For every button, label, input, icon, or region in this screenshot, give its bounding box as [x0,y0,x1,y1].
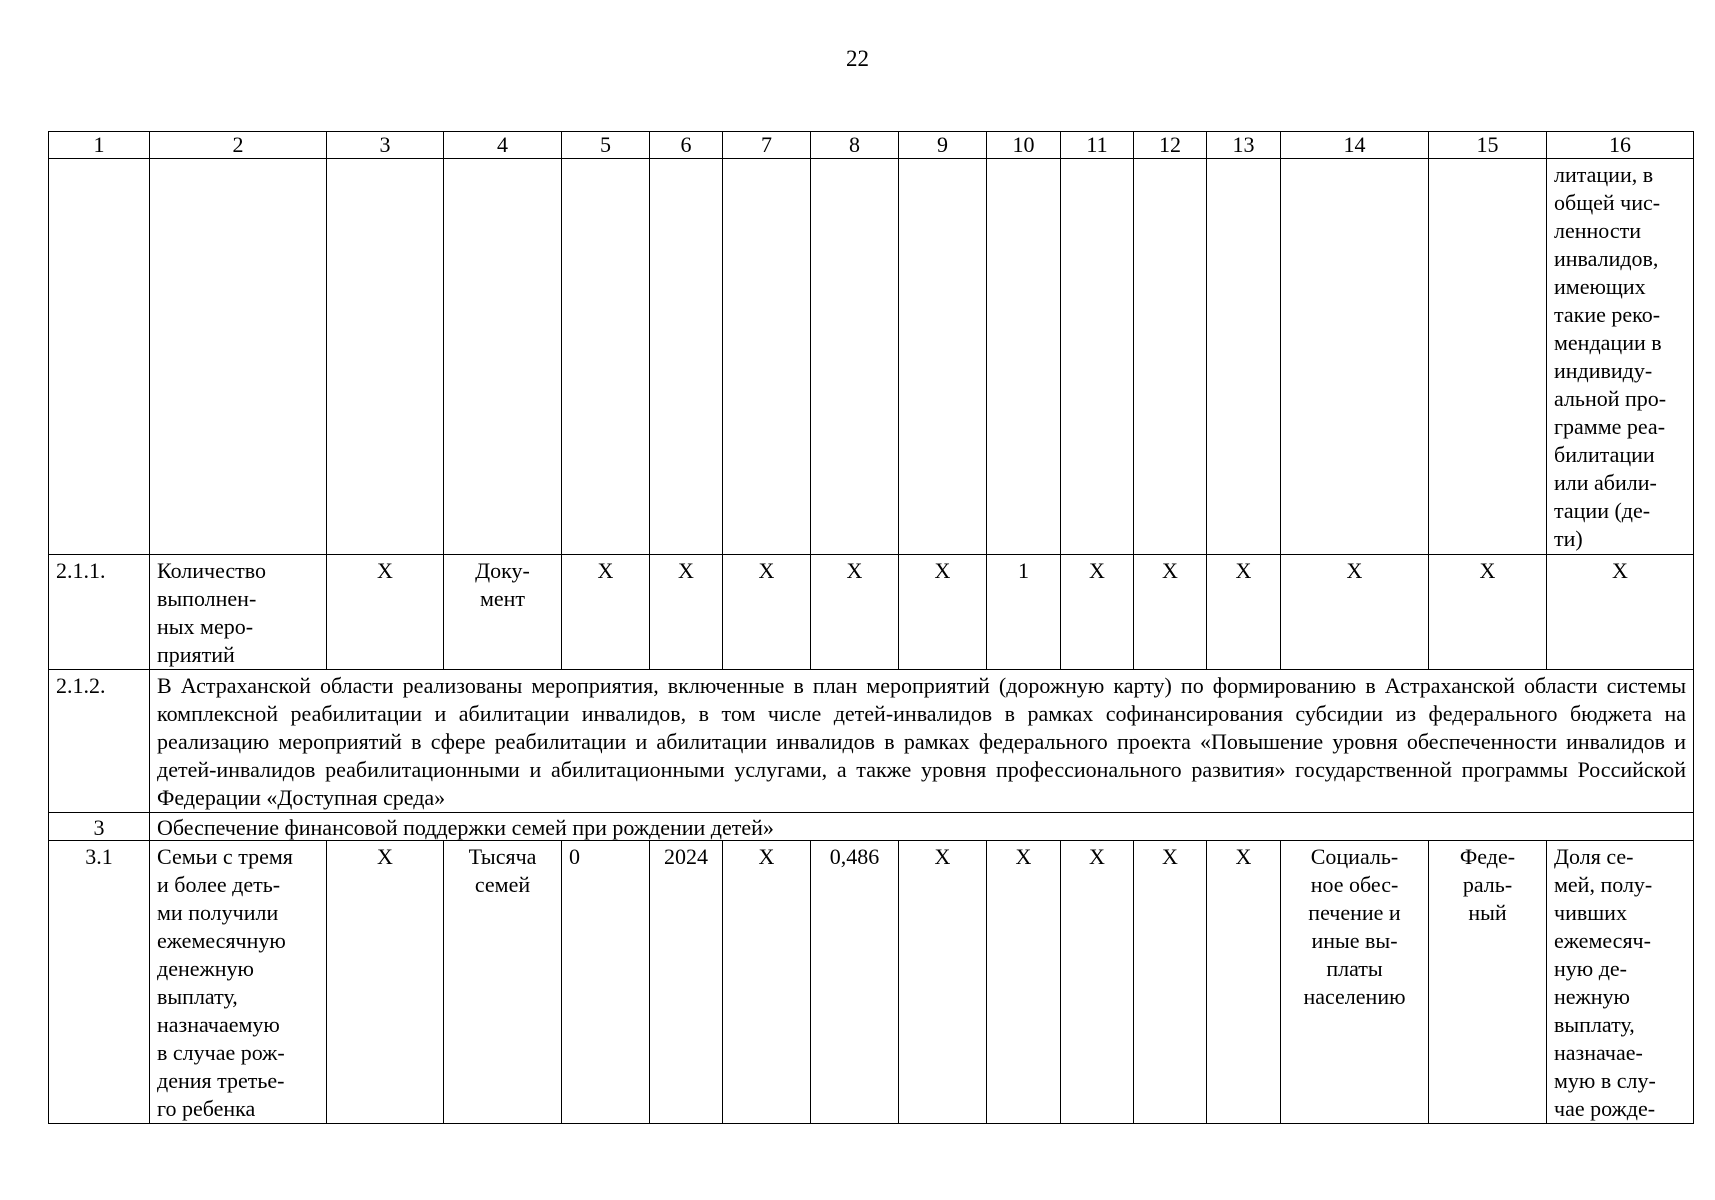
header-row [49,132,1694,159]
table-cell [723,159,811,555]
table-cell [987,159,1061,555]
header-cell: 10 [987,132,1061,159]
section-title-cell: Обеспечение финансовой поддержки семей при рождении детей» [150,813,1694,841]
unit-cell: Тысяча семей [444,841,562,1124]
table-cell [444,159,562,555]
header-cell: 11 [1061,132,1134,159]
table-cell [1429,159,1547,555]
table-cell: X [1061,841,1134,1124]
table-cell: X [987,841,1061,1124]
table-cell: X [811,555,899,670]
table-cell: X [327,555,444,670]
table-row-3-1 [49,841,1694,1124]
table-cell [811,159,899,555]
indicator-description-cell: Доля се- мей, полу- чивших ежемесяч- ную де- нежную выплату, назначае- мую в слу- чае рожде- [1547,841,1694,1124]
level-cell: Феде- раль- ный [1429,841,1547,1124]
header-cell: 12 [1134,132,1207,159]
header-cell: 13 [1207,132,1281,159]
indicator-name-cell: Семьи с тремя и более деть- ми получили ежемесячную денежную выплату, назначаемую в случае рож- дения третье- го ребенка [150,841,327,1124]
table-row-3 [49,813,1694,841]
table-cell [327,159,444,555]
page-number: 22 [846,46,869,71]
header-cell: 2 [150,132,327,159]
header-cell: 8 [811,132,899,159]
header-cell: 1 [49,132,150,159]
row-number-cell: 2.1.2. [49,670,150,813]
value-cell: 0,486 [811,841,899,1124]
table-cell: X [723,555,811,670]
table-cell: X [723,841,811,1124]
header-cell: 15 [1429,132,1547,159]
table-cell: 1 [987,555,1061,670]
table-cell: X [899,841,987,1124]
header-cell: 9 [899,132,987,159]
table-cell [650,159,723,555]
table-cell: X [650,555,723,670]
table-cell: X [1429,555,1547,670]
row-number-cell: 3 [49,813,150,841]
table-cell [1061,159,1134,555]
table-cell [1281,159,1429,555]
table-cell [1134,159,1207,555]
indicators-table [48,131,1694,1124]
table-cell: X [1134,841,1207,1124]
unit-cell: Доку- мент [444,555,562,670]
table-cell: X [1281,555,1429,670]
budget-category-cell: Социаль- ное обес- печение и иные вы- платы населению [1281,841,1429,1124]
row-number-cell: 3.1 [49,841,150,1124]
table-cell: X [562,555,650,670]
header-cell: 6 [650,132,723,159]
header-cell: 7 [723,132,811,159]
row-number-cell: 2.1.1. [49,555,150,670]
merged-text-cell: В Астраханской области реализованы мероприятия, включенные в план мероприятий (дорожную карту) по формированию в Астраханской области системы комплексной реабилитации и абилитации инвалидов, в том числе детей-инвалидов в рамках софинансирования субсидии из федерального бюджета на реализацию мероприятий в сфере реабилитации и абилитации инвалидов в рамках федерального проекта «Повышение уровня обеспеченности инвалидов и детей-инвалидов реабилитационными и абилитационными услугами, а также уровня профессионального развития» государственной программы Российской Федерации «Доступная среда» [150,670,1694,813]
table-cell: X [1134,555,1207,670]
table-row-2-1-2 [49,670,1694,813]
table-cell [1207,159,1281,555]
table-cell: X [1207,841,1281,1124]
table-cell [899,159,987,555]
indicator-description-cell: литации, в общей чис- ленности инвалидов, имеющих такие реко- мендации в индивиду- альной про- грамме реа- билитации или абили- тации (де- ти) [1547,159,1694,555]
header-cell: 14 [1281,132,1429,159]
table-cell [49,159,150,555]
header-cell: 3 [327,132,444,159]
table-cell: X [1061,555,1134,670]
header-cell: 16 [1547,132,1694,159]
table-row-2-1-1 [49,555,1694,670]
header-cell: 4 [444,132,562,159]
base-year-cell: 2024 [650,841,723,1124]
header-cell: 5 [562,132,650,159]
table-cell: X [899,555,987,670]
table-cell: X [1547,555,1694,670]
table-cell: X [327,841,444,1124]
base-value-cell: 0 [562,841,650,1124]
table-cell: X [1207,555,1281,670]
table-row-continuation [49,159,1694,555]
indicator-name-cell: Количество выполнен- ных меро- приятий [150,555,327,670]
table-cell [150,159,327,555]
table-cell [562,159,650,555]
